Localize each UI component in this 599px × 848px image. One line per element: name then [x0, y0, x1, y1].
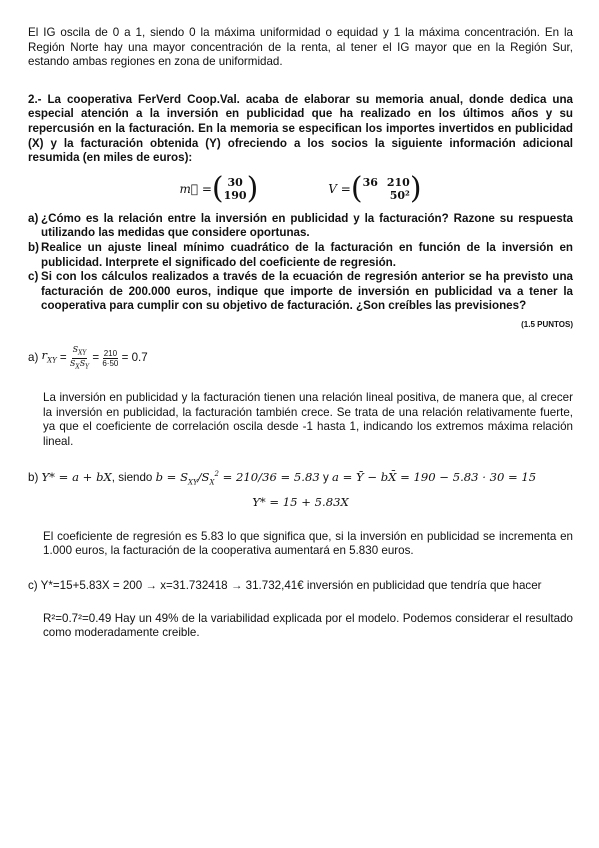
covariance-matrix: V = ( 36 210 50² ) [328, 170, 422, 206]
mean-y: 190 [223, 188, 247, 202]
mean-vector-label: m⃗ = [179, 181, 212, 196]
fraction-sxy-sxsy: $\frac{S_{XY}}{S_XS_Y}$ [69, 344, 90, 371]
points-label: (1.5 PUNTOS) [521, 319, 573, 329]
answer-b-formula: b) Y* = a + bX, siendo $b = S_{XY}/S_X^2 = 210/36 = 5.83$ y a = Ȳ − bX̄ = 190 − 5.83 · 30 = 15 [28, 470, 537, 487]
covariance-label: V = [328, 181, 351, 196]
mean-vector: m⃗ = ( 30 190 ) [179, 170, 259, 206]
intro-paragraph: El IG oscila de 0 a 1, siendo 0 la máxima uniformidad o equidad y 1 la máxima concentración. En la Región Norte hay una mayor concentración de la renta, al tener el IG mayor que en la Región Sur, estando ambas regiones en zona de uniformidad. [28, 26, 573, 69]
question-b: b) Realice un ajuste lineal mínimo cuadrático de la facturación en función de la inversión en publicidad. Interprete el significado del coeficiente de regresión. [28, 240, 573, 269]
document-page [28, 26, 573, 641]
mean-x: 30 [227, 175, 243, 189]
question-list [28, 212, 573, 314]
regression-model: Y* = 15 + 5.83X [252, 495, 349, 510]
answer-c-text: R²=0.7²=0.49 Hay un 49% de la variabilidad explicada por el modelo. Podemos considerar el resultado como moderadamente creible. [43, 611, 573, 640]
cov-12: 210 [386, 175, 410, 189]
problem-statement: 2.- La cooperativa FerVerd Coop.Val. acaba de elaborar su memoria anual, donde dedica una especial atención a la inversión en publicidad que ha realizado en los últimos años y su repercusión en la facturación. En la memoria se especifican los importes invertidos en publicidad (X) y la facturación obtenida (Y) ofreciendo a los socios la siguiente información adicional resumida (en miles de euros): [28, 92, 573, 165]
fraction-210-300: $\frac{210}{6\cdot 50}$ [102, 348, 119, 368]
matrix-row [28, 170, 573, 206]
question-a: a) ¿Cómo es la relación entre la inversión en publicidad y la facturación? Razone su respuesta utilizando las medidas que considere oportunas. [28, 211, 573, 240]
answer-c-formula: c) Y*=15+5.83X = 200 → x=31.732418 → 31.732,41€ inversión en publicidad que tendría que hacer [28, 579, 542, 593]
answer-b-text: El coeficiente de regresión es 5.83 lo que significa que, si la inversión en publicidad se incrementa en 1.000 euros, la facturación de la cooperativa aumentará en 5.830 euros. [43, 529, 573, 558]
cov-22: 50² [389, 188, 410, 202]
answer-a-result: = 0.7 [121, 350, 148, 364]
cov-11: 36 [362, 175, 378, 189]
answer-a-text: La inversión en publicidad y la facturación tienen una relación lineal positiva, de manera que, al crecer la inversión en publicidad, la facturación también crece. Se trata de una relación relativamente fuerte, ya que el coeficiente de correlación oscila desde -1 hasta 1, indicando los extremos máxima relación lineal. [43, 391, 573, 448]
answer-a-formula: a) $r_{XY}$ = $\frac{S_{XY}}{S_XS_Y}$ = $\frac{210}{6\cdot 50}$ = 0.7 [28, 344, 148, 371]
question-c: c) Si con los cálculos realizados a través de la ecuación de regresión anterior se ha previsto una facturación de 200.000 euros, indique que importe de inversión en publicidad va a tener la cooperativa para cumplir con su objetivo de facturación. ¿Son creíbles las previsiones? [28, 270, 573, 313]
